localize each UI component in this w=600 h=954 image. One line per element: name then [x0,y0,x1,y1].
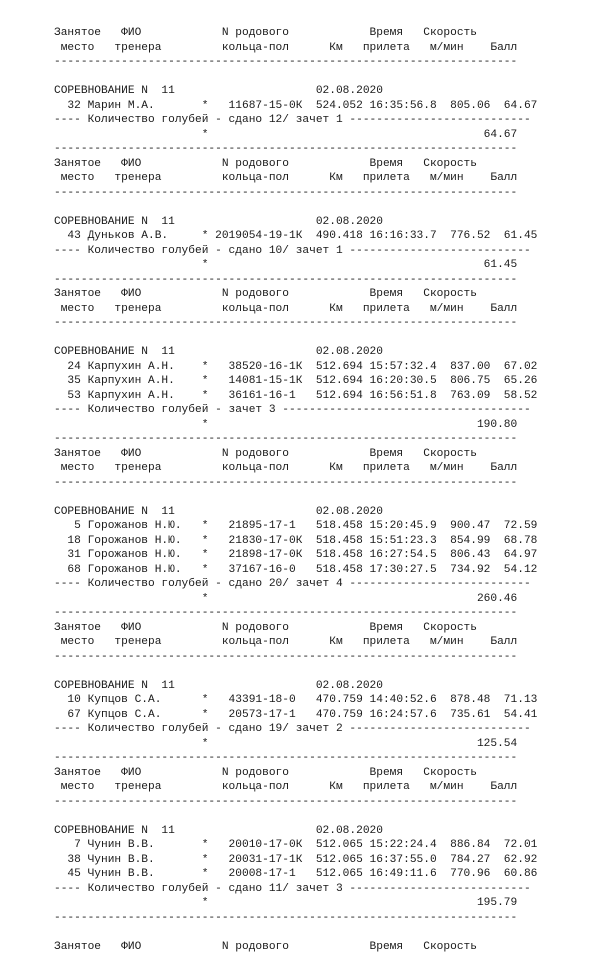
report-line: место тренера кольца-пол Км прилета м/мин Балл [54,41,600,56]
report-line: 43 Дуньков А.В. * 2019054-19-1К 490.418 16:16:33.7 776.52 61.45 [54,229,600,244]
report-line [54,809,600,824]
report-line: * 64.67 [54,128,600,143]
report-line: 31 Горожанов Н.Ю. * 21898-17-0К 518.458 16:27:54.5 806.43 64.97 [54,548,600,563]
report-line: ---- Количество голубей - зачет 3 ------------------------------------- [54,403,600,418]
report-line: 35 Карпухин А.Н. * 14081-15-1К 512.694 16:20:30.5 806.75 65.26 [54,374,600,389]
report-line: * 61.45 [54,258,600,273]
report-line: место тренера кольца-пол Км прилета м/мин Балл [54,171,600,186]
report-line [54,925,600,940]
report-line: 10 Купцов С.А. * 43391-18-0 470.759 14:40:52.6 878.48 71.13 [54,693,600,708]
report-line: 24 Карпухин А.Н. * 38520-16-1К 512.694 15:57:32.4 837.00 67.02 [54,360,600,375]
report-line: --------------------------------------------------------------------- [54,142,600,157]
report-line: --------------------------------------------------------------------- [54,55,600,70]
report-line: ---- Количество голубей - сдано 19/ зачет 2 --------------------------- [54,722,600,737]
report-line: место тренера кольца-пол Км прилета м/мин Балл [54,780,600,795]
report-line: ---- Количество голубей - сдано 11/ зачет 3 --------------------------- [54,882,600,897]
report-line: 18 Горожанов Н.Ю. * 21830-17-0К 518.458 15:51:23.3 854.99 68.78 [54,534,600,549]
report-line: Занятое ФИО N родового Время Скорость [54,157,600,172]
report-line [54,490,600,505]
report-line: Занятое ФИО N родового Время Скорость [54,26,600,41]
report-line: 38 Чунин В.В. * 20031-17-1К 512.065 16:37:55.0 784.27 62.92 [54,853,600,868]
report-line: 53 Карпухин А.Н. * 36161-16-1 512.694 16:56:51.8 763.09 58.52 [54,389,600,404]
report-line [54,331,600,346]
report-line: Занятое ФИО N родового Время Скорость [54,766,600,781]
report-line: СОРЕВНОВАНИЕ N 11 02.08.2020 [54,345,600,360]
report-line: Занятое ФИО N родового Время Скорость [54,447,600,462]
report-line: 67 Купцов С.А. * 20573-17-1 470.759 16:24:57.6 735.61 54.41 [54,708,600,723]
report-line: --------------------------------------------------------------------- [54,911,600,926]
report-line: * 195.79 [54,896,600,911]
report-line: --------------------------------------------------------------------- [54,273,600,288]
report-line: ---- Количество голубей - сдано 20/ зачет 4 --------------------------- [54,577,600,592]
report-line [54,70,600,85]
report-line: --------------------------------------------------------------------- [54,316,600,331]
report-line: место тренера кольца-пол Км прилета м/мин Балл [54,302,600,317]
report-line: ---- Количество голубей - сдано 12/ зачет 1 --------------------------- [54,113,600,128]
report-line: 5 Горожанов Н.Ю. * 21895-17-1 518.458 15:20:45.9 900.47 72.59 [54,519,600,534]
report-line: --------------------------------------------------------------------- [54,795,600,810]
report-line: Занятое ФИО N родового Время Скорость [54,940,600,954]
report-line: СОРЕВНОВАНИЕ N 11 02.08.2020 [54,824,600,839]
report-line: Занятое ФИО N родового Время Скорость [54,287,600,302]
report-line: ---- Количество голубей - сдано 10/ зачет 1 --------------------------- [54,244,600,259]
report-line: место тренера кольца-пол Км прилета м/мин Балл [54,461,600,476]
report-line: --------------------------------------------------------------------- [54,476,600,491]
report-line: СОРЕВНОВАНИЕ N 11 02.08.2020 [54,215,600,230]
report-line: 7 Чунин В.В. * 20010-17-0К 512.065 15:22:24.4 886.84 72.01 [54,838,600,853]
report-line: СОРЕВНОВАНИЕ N 11 02.08.2020 [54,679,600,694]
report-line: --------------------------------------------------------------------- [54,751,600,766]
results-report [54,26,600,954]
report-line: * 125.54 [54,737,600,752]
report-line: 68 Горожанов Н.Ю. * 37167-16-0 518.458 17:30:27.5 734.92 54.12 [54,563,600,578]
report-line: 32 Марин М.А. * 11687-15-0К 524.052 16:35:56.8 805.06 64.67 [54,99,600,114]
report-line [54,664,600,679]
report-line: --------------------------------------------------------------------- [54,606,600,621]
report-line: место тренера кольца-пол Км прилета м/мин Балл [54,635,600,650]
report-line: * 190.80 [54,418,600,433]
report-line: --------------------------------------------------------------------- [54,650,600,665]
report-line: --------------------------------------------------------------------- [54,432,600,447]
report-line [54,200,600,215]
report-line: Занятое ФИО N родового Время Скорость [54,621,600,636]
report-line: --------------------------------------------------------------------- [54,186,600,201]
report-line: * 260.46 [54,592,600,607]
report-line: 45 Чунин В.В. * 20008-17-1 512.065 16:49:11.6 770.96 60.86 [54,867,600,882]
report-line: СОРЕВНОВАНИЕ N 11 02.08.2020 [54,84,600,99]
report-line: СОРЕВНОВАНИЕ N 11 02.08.2020 [54,505,600,520]
